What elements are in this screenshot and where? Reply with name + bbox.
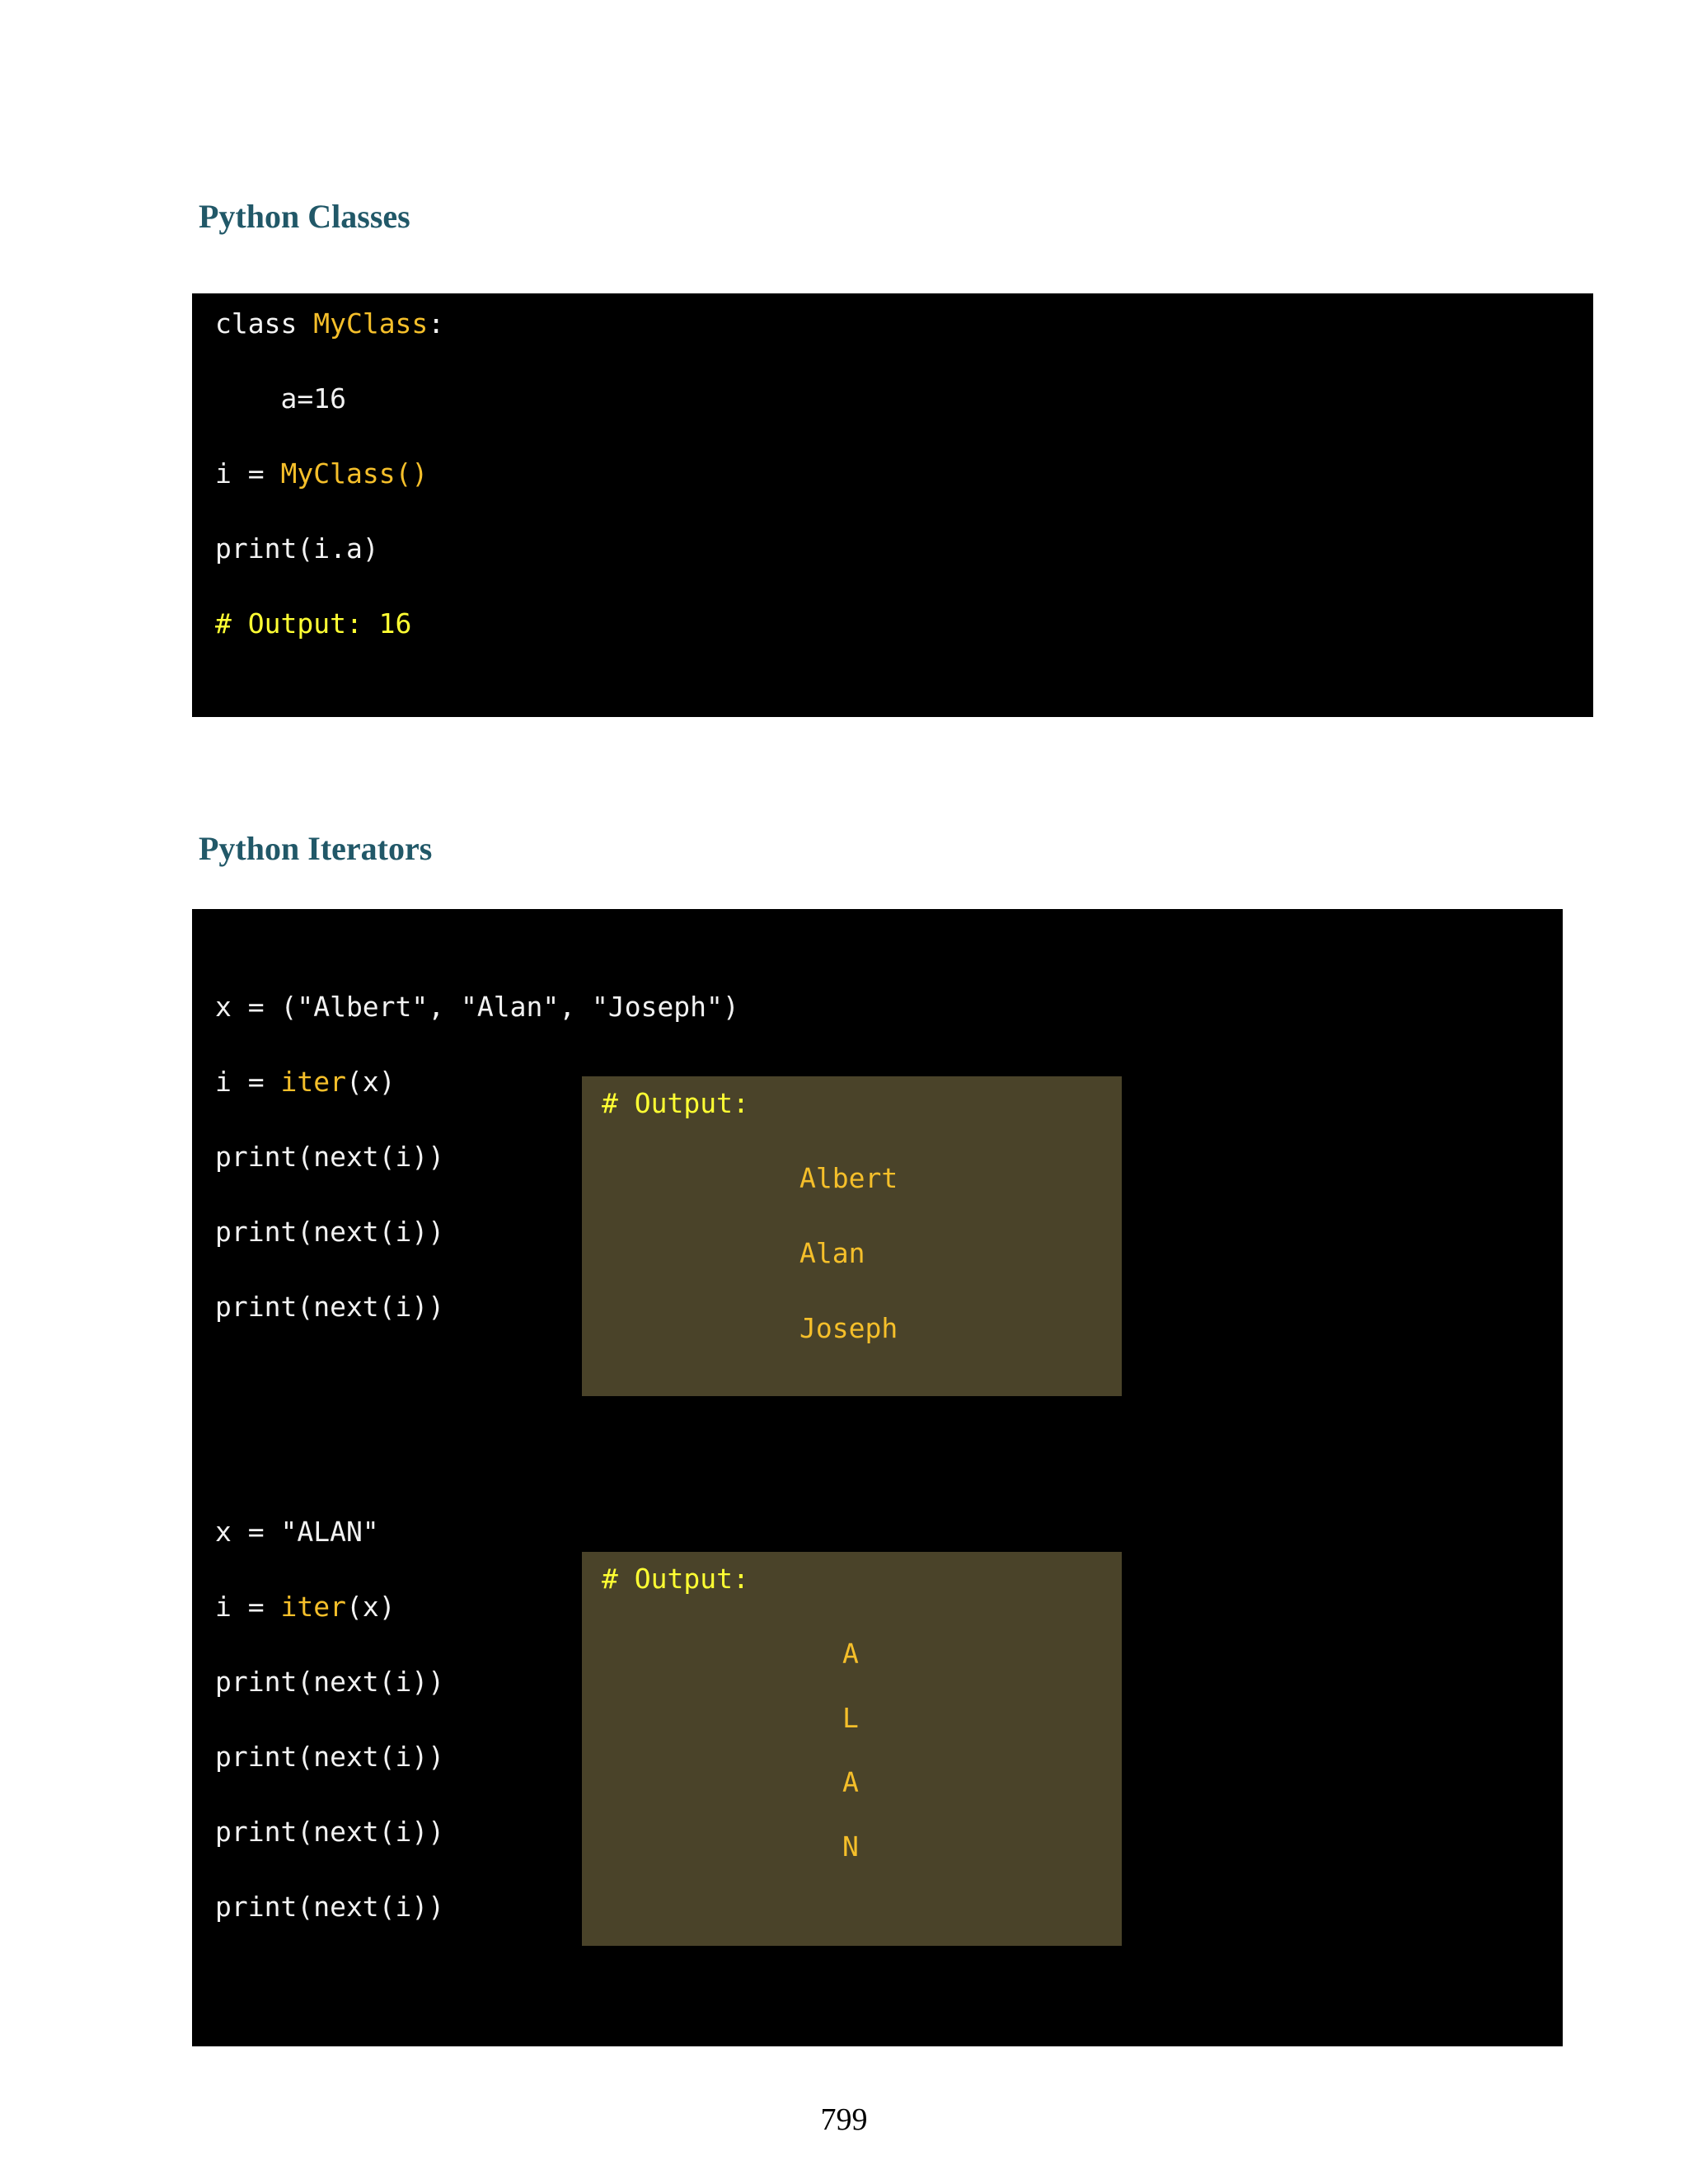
- code-line: x = "ALAN": [215, 1516, 379, 1548]
- code-line: [215, 1066, 396, 1099]
- code-line: print(next(i)): [215, 1741, 445, 1773]
- code-block-iterators: [192, 909, 1563, 2046]
- code-builtin: iter: [280, 1066, 346, 1098]
- code-line: x = ("Albert", "Alan", "Joseph"): [215, 991, 739, 1023]
- output-value: N: [842, 1830, 859, 1863]
- output-value: A: [842, 1638, 859, 1670]
- code-text: i =: [215, 1591, 281, 1623]
- output-value: Albert: [799, 1162, 898, 1194]
- code-line: [215, 307, 444, 340]
- output-box: [582, 1552, 1122, 1946]
- code-line: [215, 457, 428, 490]
- code-block-classes: [192, 293, 1593, 717]
- output-value: Alan: [799, 1237, 865, 1269]
- output-label: # Output:: [602, 1087, 749, 1119]
- code-text: i =: [215, 457, 281, 490]
- code-text: i =: [215, 1066, 281, 1098]
- code-keyword: class: [215, 307, 314, 340]
- code-text: (x): [345, 1591, 396, 1623]
- code-line: a=16: [215, 382, 346, 415]
- code-line: print(next(i)): [215, 1141, 445, 1173]
- code-line: print(next(i)): [215, 1891, 445, 1923]
- code-call: MyClass(): [280, 457, 429, 490]
- code-line: print(next(i)): [215, 1666, 445, 1698]
- code-class-name: MyClass: [313, 307, 429, 340]
- output-value: Joseph: [799, 1312, 898, 1344]
- section-heading-python-classes: Python Classes: [199, 198, 410, 235]
- output-value: L: [842, 1702, 859, 1734]
- output-box: [582, 1076, 1122, 1396]
- section-heading-python-iterators: Python Iterators: [199, 830, 433, 867]
- code-builtin: iter: [280, 1591, 346, 1623]
- code-line: print(i.a): [215, 532, 379, 565]
- code-text: (x): [345, 1066, 396, 1098]
- code-punctuation: :: [428, 307, 445, 340]
- output-label: # Output:: [602, 1563, 749, 1595]
- output-value: A: [842, 1766, 859, 1798]
- code-comment: # Output: 16: [215, 607, 412, 640]
- code-line: print(next(i)): [215, 1216, 445, 1248]
- page-number: 799: [820, 2102, 868, 2137]
- code-line: print(next(i)): [215, 1291, 445, 1323]
- code-line: [215, 1591, 396, 1624]
- code-line: print(next(i)): [215, 1816, 445, 1848]
